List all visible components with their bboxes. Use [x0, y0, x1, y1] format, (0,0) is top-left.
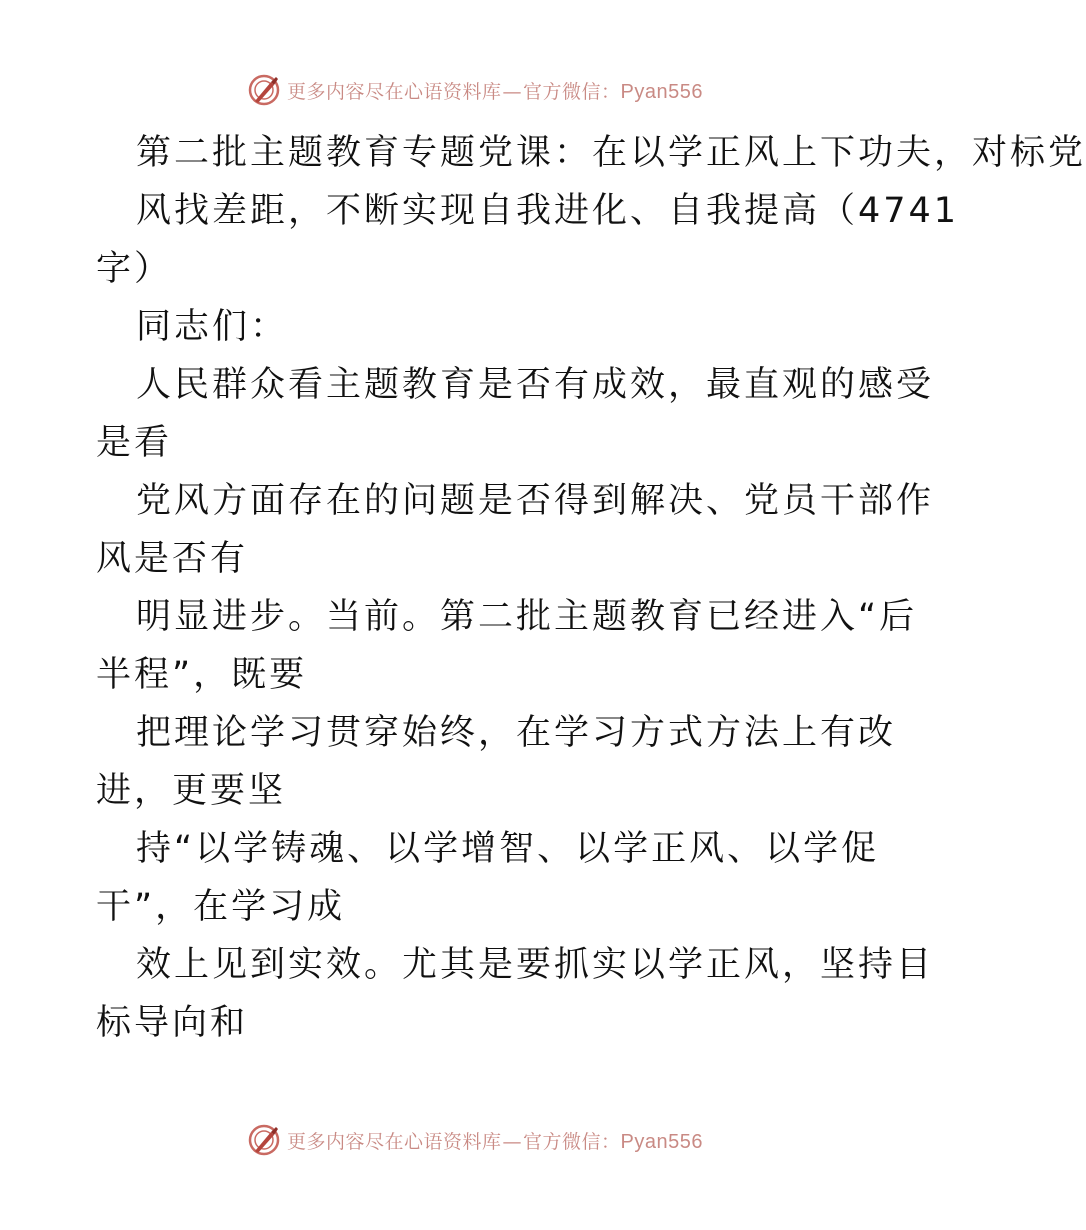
watermark-dash: — — [502, 80, 523, 103]
text-line: 第二批主题教育专题党课：在以学正风上下功夫，对标党 — [136, 133, 1086, 173]
brush-logo-icon — [247, 1123, 281, 1157]
watermark-main: 更多内容尽在心语资料库 — [287, 80, 502, 103]
watermark-dash: — — [502, 1130, 523, 1153]
text-line: 干”，在学习成 — [96, 887, 346, 927]
watermark-text — [287, 77, 703, 104]
text-line: 是看 — [96, 423, 173, 463]
text-line: 把理论学习贯穿始终，在学习方式方法上有改 — [136, 713, 897, 753]
text-line: 效上见到实效。尤其是要抓实以学正风，坚持目 — [136, 945, 935, 985]
text-line: 半程”，既要 — [96, 655, 308, 695]
text-line: 同志们： — [136, 307, 289, 347]
text-line: 字） — [96, 249, 173, 289]
watermark-suffix: 官方微信： — [523, 1130, 621, 1153]
text-line: 人民群众看主题教育是否有成效，最直观的感受 — [136, 365, 935, 405]
watermark-id: Pyan556 — [620, 80, 703, 103]
document-body — [96, 124, 1086, 1052]
watermark-text — [287, 1127, 703, 1154]
footer-watermark — [0, 1120, 950, 1160]
watermark-main: 更多内容尽在心语资料库 — [287, 1130, 502, 1153]
text-line: 明显进步。当前。第二批主题教育已经进入“后 — [136, 597, 918, 637]
header-watermark — [0, 70, 950, 110]
watermark-suffix: 官方微信： — [523, 80, 621, 103]
text-line: 风是否有 — [96, 539, 249, 579]
brush-logo-icon — [247, 73, 281, 107]
watermark-id: Pyan556 — [620, 1130, 703, 1153]
text-line: 持“以学铸魂、以学增智、以学正风、以学促 — [136, 829, 880, 869]
text-line: 标导向和 — [96, 1003, 249, 1043]
text-line: 风找差距，不断实现自我进化、自我提高（4741 — [136, 191, 960, 231]
text-line: 党风方面存在的问题是否得到解决、党员干部作 — [136, 481, 935, 521]
text-line: 进，更要坚 — [96, 771, 287, 811]
